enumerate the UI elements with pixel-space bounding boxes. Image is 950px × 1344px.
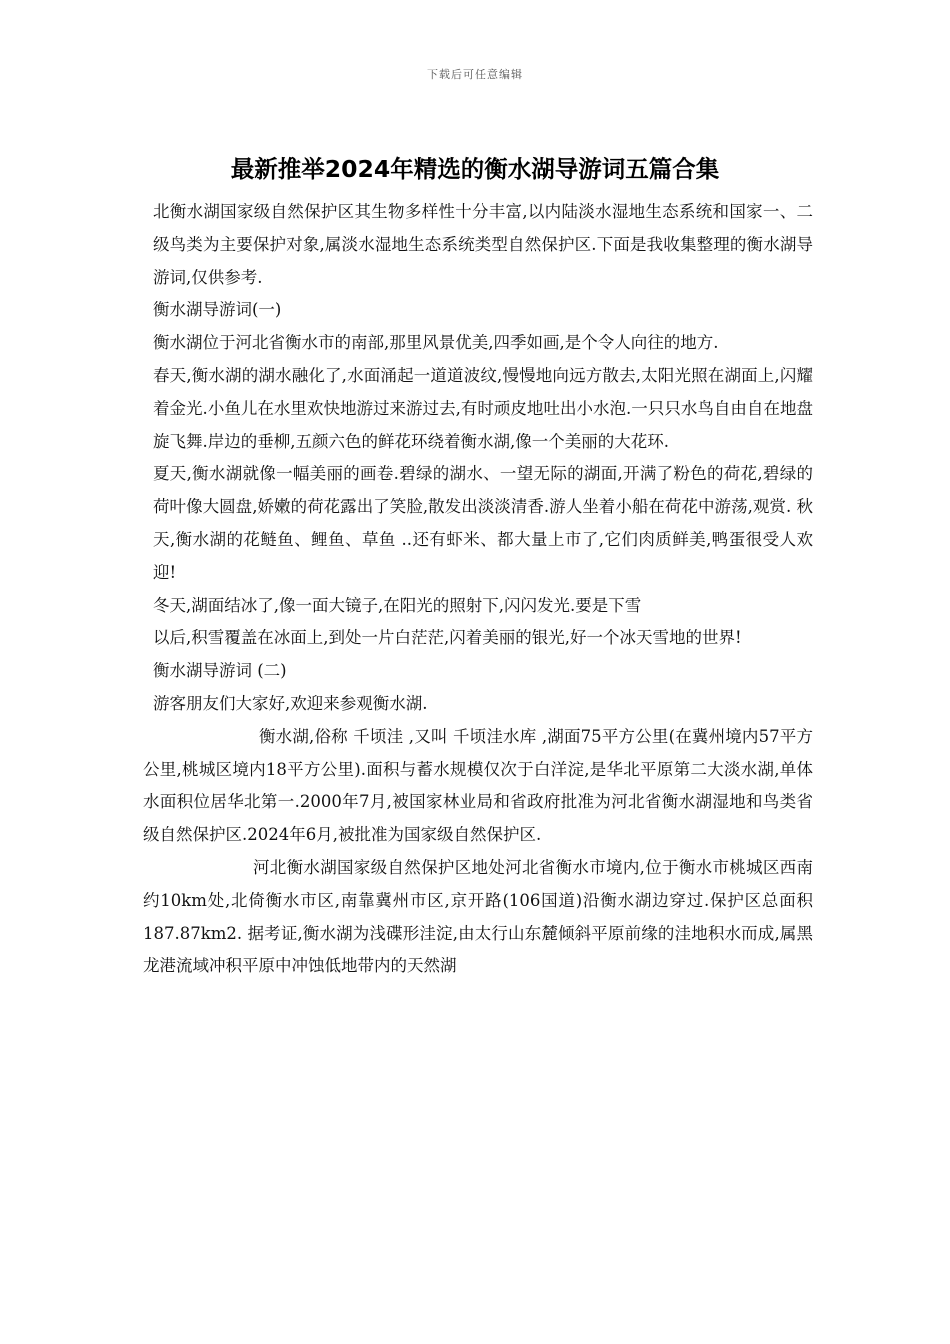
paragraph-overview: 衡水湖,俗称 千顷洼 ,又叫 千顷洼水库 ,湖面75平方公里(在冀州境内57平方公里,桃城区境内18平方公里).面积与蓄水规模仅次于白洋淀,是华北平原第二大淡水湖,单体水面积位居华北第一.2000年7月,被国家林业局和省政府批准为河北省衡水湖湿地和鸟类省级自然保护区.2024年6月,被批准为国家级自然保护区. bbox=[143, 726, 813, 845]
paragraph-spring: 春天,衡水湖的湖水融化了,水面涌起一道道波纹,慢慢地向远方散去,太阳光照在湖面上,闪耀着金光.小鱼儿在水里欢快地游过来游过去,有时顽皮地吐出小水泡.一只只水鸟自由自在地盘旋飞舞.岸边的垂柳,五颜六色的鲜花环绕着衡水湖,像一个美丽的大花环. bbox=[153, 365, 813, 451]
paragraph-summer-autumn: 夏天,衡水湖就像一幅美丽的画卷.碧绿的湖水、一望无际的湖面,开满了粉色的荷花,碧绿的荷叶像大圆盘,娇嫩的荷花露出了笑脸,散发出淡淡清香.游人坐着小船在荷花中游荡,观赏. 秋天,衡水湖的花鲢鱼、鲤鱼、草鱼 ..还有虾米、都大量上市了,它们肉质鲜美,鸭蛋很受人欢迎! bbox=[153, 464, 813, 582]
document-title: 最新推举2024年精选的衡水湖导游词五篇合集 bbox=[230, 155, 720, 183]
paragraph-winter-cont: 以后,积雪覆盖在冰面上,到处一片白茫茫,闪着美丽的银光,好一个冰天雪地的世界! bbox=[153, 628, 742, 648]
paragraph-reserve: 河北衡水湖国家级自然保护区地处河北省衡水市境内,位于衡水市桃城区西南约10km处,北倚衡水市区,南靠冀州市区,京开路(106国道)沿衡水湖边穿过.保护区总面积187.87km2. 据考证,衡水湖为浅碟形洼淀,由太行山东麓倾斜平原前缘的洼地积水而成,属黑龙港流域冲积平原中冲蚀低地带内的天然湖 bbox=[143, 857, 813, 976]
section-heading-1: 衡水湖导游词(一) bbox=[153, 300, 282, 320]
paragraph-location: 衡水湖位于河北省衡水市的南部,那里风景优美,四季如画,是个令人向往的地方. bbox=[153, 333, 719, 353]
header-note: 下载后可任意编辑 bbox=[427, 68, 523, 81]
paragraph-welcome: 游客朋友们大家好,欢迎来参观衡水湖. bbox=[153, 693, 428, 713]
paragraph-winter: 冬天,湖面结冰了,像一面大镜子,在阳光的照射下,闪闪发光.要是下雪 bbox=[153, 595, 642, 615]
body-text bbox=[143, 196, 813, 983]
paragraph-intro: 北衡水湖国家级自然保护区其生物多样性十分丰富,以内陆淡水湿地生态系统和国家一、二级鸟类为主要保护对象,属淡水湿地生态系统类型自然保护区.下面是我收集整理的衡水湖导游词,仅供参考. bbox=[153, 202, 813, 287]
section-heading-2: 衡水湖导游词 (二) bbox=[153, 661, 287, 681]
